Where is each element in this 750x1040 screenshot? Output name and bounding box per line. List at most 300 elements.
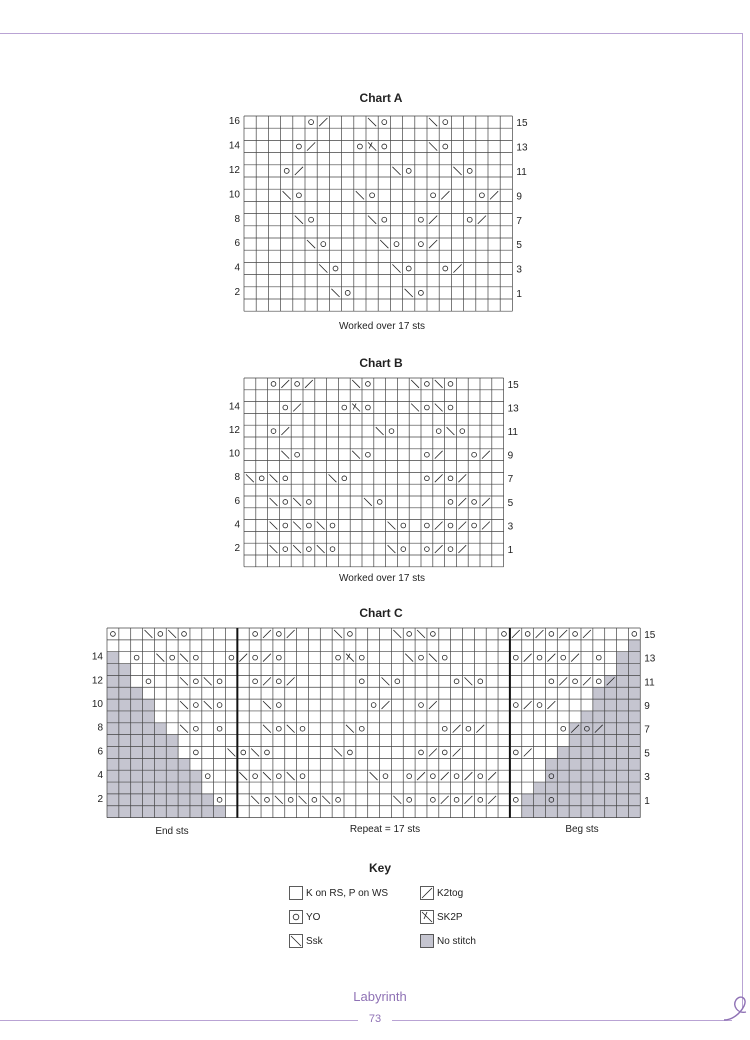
no-stitch-cell — [557, 794, 569, 806]
no-stitch-cell — [143, 806, 155, 818]
yo-symbol — [431, 774, 436, 779]
no-stitch-cell — [593, 806, 605, 818]
yo-symbol — [253, 632, 258, 637]
ssk-symbol — [334, 630, 342, 638]
k2tog-symbol — [465, 772, 473, 780]
no-stitch-cell — [593, 711, 605, 723]
no-stitch-cell — [107, 664, 119, 676]
no-stitch-cell — [119, 758, 131, 770]
no-stitch-cell — [143, 770, 155, 782]
yo-symbol — [312, 797, 317, 802]
page-number: 73 — [368, 1013, 382, 1025]
ssk-symbol — [180, 725, 188, 733]
ssk-symbol — [275, 796, 283, 804]
no-stitch-cell — [628, 664, 640, 676]
no-stitch-cell — [628, 640, 640, 652]
yo-symbol — [300, 774, 305, 779]
no-stitch-cell — [581, 735, 593, 747]
key-item-empty — [289, 886, 388, 900]
no-stitch-cell — [617, 806, 629, 818]
row-number-left: 6 — [234, 495, 240, 507]
row-number-right: 7 — [507, 474, 514, 486]
no-stitch-cell — [143, 723, 155, 735]
ssk-symbol — [263, 725, 271, 733]
yo-symbol — [596, 655, 601, 660]
sk2p-icon — [420, 910, 434, 924]
no-stitch-cell — [119, 782, 131, 794]
no-stitch-cell — [628, 747, 640, 759]
row-number-right: 15 — [644, 629, 656, 641]
key-title: Key — [368, 861, 391, 875]
yo-symbol — [431, 632, 436, 637]
no-stitch-cell — [617, 747, 629, 759]
row-number-right: 13 — [507, 403, 519, 415]
no-stitch-cell — [143, 794, 155, 806]
no-stitch-cell — [581, 794, 593, 806]
no-stitch-cell — [154, 747, 166, 759]
no-stitch-cell — [628, 687, 640, 699]
no-stitch-cell — [522, 806, 534, 818]
chart-a-title: Chart A — [359, 91, 403, 105]
ssk-symbol — [405, 654, 413, 662]
ssk-symbol — [322, 796, 330, 804]
chart-c-end-label: End sts — [155, 826, 189, 837]
ssk-symbol — [393, 796, 401, 804]
no-stitch-cell — [617, 735, 629, 747]
no-stitch-cell — [605, 699, 617, 711]
no-stitch-cell — [581, 770, 593, 782]
row-number-left: 6 — [234, 238, 240, 250]
yo-symbol — [194, 750, 199, 755]
yo-symbol — [276, 774, 281, 779]
no-stitch-cell — [593, 758, 605, 770]
yo-symbol — [632, 632, 637, 637]
k2tog-symbol — [571, 654, 579, 662]
row-number-right: 3 — [507, 521, 514, 533]
no-stitch-cell — [119, 664, 131, 676]
yo-symbol — [217, 797, 222, 802]
no-stitch-cell — [605, 687, 617, 699]
no-stitch-cell — [617, 675, 629, 687]
no-stitch-cell — [178, 794, 190, 806]
no-stitch-cell — [154, 758, 166, 770]
no-stitch-cell — [605, 794, 617, 806]
no-stitch-cell — [154, 735, 166, 747]
no-stitch-cell — [581, 723, 593, 735]
yo-symbol — [348, 750, 353, 755]
yo-symbol — [478, 679, 483, 684]
no-stitch-cell — [107, 723, 119, 735]
chart-c-beg-label: Beg sts — [565, 824, 599, 835]
no-stitch-cell — [605, 758, 617, 770]
yo-symbol — [276, 632, 281, 637]
yo-symbol — [229, 655, 234, 660]
row-number-left: 10 — [228, 448, 240, 460]
no-stitch-cell — [593, 782, 605, 794]
yo-symbol — [537, 655, 542, 660]
ssk-symbol — [251, 749, 259, 757]
no-stitch-cell — [166, 806, 178, 818]
k2tog-symbol — [287, 677, 295, 685]
ssk-symbol — [263, 701, 271, 709]
yo-symbol — [371, 703, 376, 708]
no-stitch-cell — [131, 747, 143, 759]
yo-icon — [289, 910, 303, 924]
yo-symbol — [537, 703, 542, 708]
yo-symbol — [549, 679, 554, 684]
no-stitch-cell — [545, 758, 557, 770]
yo-symbol — [217, 679, 222, 684]
no-stitch-cell — [605, 711, 617, 723]
ssk-symbol — [180, 701, 188, 709]
no-stitch-cell — [166, 770, 178, 782]
no-stitch-cell — [593, 770, 605, 782]
row-number-left: 4 — [234, 262, 240, 274]
no-stitch-cell — [628, 782, 640, 794]
no-stitch-cell — [605, 782, 617, 794]
yo-symbol — [253, 774, 258, 779]
k2tog-symbol — [536, 630, 544, 638]
ssk-symbol — [204, 701, 212, 709]
nostitch-icon — [420, 934, 434, 948]
no-stitch-cell — [107, 675, 119, 687]
ssk-symbol — [251, 796, 259, 804]
no-stitch-cell — [628, 652, 640, 664]
row-number-right: 9 — [516, 191, 522, 203]
ssk-symbol — [156, 654, 164, 662]
no-stitch-cell — [617, 699, 629, 711]
yo-symbol — [596, 679, 601, 684]
footer-title: Labyrinth — [353, 989, 407, 1004]
no-stitch-cell — [131, 794, 143, 806]
no-stitch-cell — [557, 770, 569, 782]
k2tog-symbol — [239, 654, 247, 662]
ssk-symbol — [180, 677, 188, 685]
row-number-left: 8 — [97, 722, 103, 734]
no-stitch-cell — [569, 806, 581, 818]
key-item-label: Ssk — [306, 935, 323, 947]
no-stitch-cell — [628, 806, 640, 818]
no-stitch-cell — [545, 782, 557, 794]
k2tog-symbol — [524, 654, 532, 662]
yo-symbol — [336, 797, 341, 802]
no-stitch-cell — [190, 806, 202, 818]
yo-symbol — [407, 797, 412, 802]
no-stitch-cell — [581, 782, 593, 794]
no-stitch-cell — [143, 711, 155, 723]
ssk-symbol — [168, 630, 176, 638]
row-number-right: 5 — [507, 497, 514, 509]
no-stitch-cell — [557, 758, 569, 770]
yo-symbol — [419, 750, 424, 755]
yo-symbol — [419, 703, 424, 708]
yo-symbol — [442, 726, 447, 731]
yo-symbol — [525, 632, 530, 637]
yo-symbol — [454, 774, 459, 779]
no-stitch-cell — [166, 794, 178, 806]
row-number-left: 6 — [97, 746, 103, 758]
no-stitch-cell — [131, 699, 143, 711]
no-stitch-cell — [131, 687, 143, 699]
k2tog-symbol — [524, 749, 532, 757]
row-number-left: 12 — [91, 675, 103, 687]
no-stitch-cell — [628, 770, 640, 782]
no-stitch-cell — [131, 806, 143, 818]
no-stitch-cell — [617, 794, 629, 806]
yo-symbol — [502, 632, 507, 637]
ssk-symbol — [465, 677, 473, 685]
k2tog-symbol — [583, 677, 591, 685]
key-item-label: SK2P — [437, 911, 463, 923]
yo-symbol — [134, 655, 139, 660]
k2tog-symbol — [441, 772, 449, 780]
no-stitch-cell — [107, 711, 119, 723]
yo-symbol — [359, 679, 364, 684]
no-stitch-cell — [569, 758, 581, 770]
row-number-right: 11 — [516, 167, 527, 178]
ssk-symbol — [370, 772, 378, 780]
no-stitch-cell — [617, 723, 629, 735]
k2tog-symbol — [263, 630, 271, 638]
ssk-symbol — [429, 654, 437, 662]
yo-symbol — [276, 655, 281, 660]
row-number-left: 10 — [228, 189, 240, 201]
k2tog-symbol — [488, 772, 496, 780]
row-number-left: 8 — [234, 472, 240, 484]
no-stitch-cell — [107, 735, 119, 747]
no-stitch-cell — [178, 806, 190, 818]
yo-symbol — [419, 655, 424, 660]
row-number-left: 2 — [234, 543, 240, 554]
k2tog-symbol — [417, 772, 425, 780]
key-item-label: No stitch — [437, 935, 476, 947]
k2tog-symbol — [382, 701, 390, 709]
no-stitch-cell — [569, 770, 581, 782]
no-stitch-cell — [581, 711, 593, 723]
yo-symbol — [276, 679, 281, 684]
row-number-right: 1 — [516, 289, 522, 300]
chart-c-repeat-label: Repeat = 17 sts — [349, 824, 421, 835]
no-stitch-cell — [119, 675, 131, 687]
no-stitch-cell — [154, 782, 166, 794]
yo-symbol — [276, 726, 281, 731]
yo-symbol — [513, 750, 518, 755]
no-stitch-cell — [534, 782, 546, 794]
yo-symbol — [146, 679, 151, 684]
no-stitch-cell — [107, 699, 119, 711]
yo-symbol — [395, 679, 400, 684]
no-stitch-cell — [617, 664, 629, 676]
no-stitch-cell — [119, 794, 131, 806]
no-stitch-cell — [154, 806, 166, 818]
no-stitch-cell — [190, 794, 202, 806]
row-number-right: 5 — [644, 748, 650, 760]
k2tog-symbol — [583, 630, 591, 638]
no-stitch-cell — [593, 735, 605, 747]
no-stitch-cell — [166, 747, 178, 759]
k2tog-symbol — [263, 677, 271, 685]
k2tog-symbol — [512, 630, 520, 638]
yo-symbol — [407, 632, 412, 637]
no-stitch-cell — [119, 747, 131, 759]
k2tog-symbol — [476, 725, 484, 733]
chart-b-caption: Worked over 17 sts — [339, 573, 425, 584]
no-stitch-cell — [131, 782, 143, 794]
row-number-left: 4 — [97, 770, 103, 782]
k2tog-icon — [420, 886, 434, 900]
row-number-right: 1 — [507, 545, 514, 556]
empty-icon — [289, 886, 303, 900]
no-stitch-cell — [143, 747, 155, 759]
bottom-rule-right — [392, 1020, 732, 1021]
k2tog-symbol — [441, 796, 449, 804]
ssk-symbol — [180, 654, 188, 662]
key-item-label: YO — [306, 911, 321, 923]
yo-symbol — [194, 726, 199, 731]
no-stitch-cell — [628, 758, 640, 770]
no-stitch-cell — [119, 806, 131, 818]
ssk-symbol — [346, 725, 354, 733]
row-number-right: 3 — [644, 772, 650, 784]
row-number-left: 10 — [91, 698, 103, 710]
k2tog-symbol — [429, 749, 437, 757]
yo-symbol — [513, 797, 518, 802]
sk2p-symbol — [346, 654, 354, 662]
no-stitch-cell — [178, 770, 190, 782]
chart-c-title: Chart C — [359, 606, 403, 620]
no-stitch-cell — [569, 794, 581, 806]
ssk-symbol — [204, 677, 212, 685]
no-stitch-cell — [131, 735, 143, 747]
no-stitch-cell — [131, 770, 143, 782]
yo-symbol — [265, 797, 270, 802]
row-number-right: 5 — [516, 240, 522, 252]
ssk-symbol — [287, 772, 295, 780]
yo-symbol — [217, 703, 222, 708]
no-stitch-cell — [131, 758, 143, 770]
no-stitch-cell — [545, 794, 557, 806]
k2tog-symbol — [465, 796, 473, 804]
no-stitch-cell — [593, 699, 605, 711]
ssk-symbol — [145, 630, 153, 638]
ssk-symbol — [263, 772, 271, 780]
key-item-label: K2tog — [437, 887, 464, 899]
no-stitch-cell — [166, 735, 178, 747]
no-stitch-cell — [107, 687, 119, 699]
yo-symbol — [513, 703, 518, 708]
key-item-label: K on RS, P on WS — [306, 887, 389, 899]
yo-symbol — [253, 655, 258, 660]
no-stitch-cell — [143, 782, 155, 794]
yo-symbol — [182, 632, 187, 637]
row-number-left: 4 — [234, 519, 240, 531]
no-stitch-cell — [131, 723, 143, 735]
no-stitch-cell — [605, 735, 617, 747]
no-stitch-cell — [557, 747, 569, 759]
row-number-right: 11 — [507, 427, 518, 438]
yo-symbol — [217, 726, 222, 731]
yo-symbol — [431, 797, 436, 802]
no-stitch-cell — [119, 770, 131, 782]
no-stitch-cell — [190, 770, 202, 782]
k2tog-symbol — [453, 725, 461, 733]
k2tog-symbol — [488, 796, 496, 804]
no-stitch-cell — [569, 735, 581, 747]
no-stitch-cell — [545, 770, 557, 782]
no-stitch-cell — [557, 806, 569, 818]
no-stitch-cell — [545, 806, 557, 818]
no-stitch-cell — [581, 747, 593, 759]
corner-swirl-icon — [722, 992, 750, 1026]
k2tog-symbol — [429, 701, 437, 709]
yo-symbol — [336, 655, 341, 660]
no-stitch-cell — [628, 675, 640, 687]
no-stitch-cell — [617, 687, 629, 699]
k2tog-symbol — [547, 701, 555, 709]
row-number-left: 16 — [228, 116, 240, 128]
key-item-k2tog — [420, 886, 463, 900]
ssk-symbol — [334, 749, 342, 757]
no-stitch-cell — [617, 711, 629, 723]
yo-symbol — [253, 679, 258, 684]
no-stitch-cell — [605, 770, 617, 782]
yo-symbol — [561, 726, 566, 731]
no-stitch-cell — [119, 687, 131, 699]
no-stitch-cell — [119, 735, 131, 747]
no-stitch-cell — [581, 806, 593, 818]
row-number-right: 3 — [516, 264, 522, 276]
no-stitch-cell — [107, 758, 119, 770]
no-stitch-cell — [107, 770, 119, 782]
yo-symbol — [348, 632, 353, 637]
no-stitch-cell — [154, 770, 166, 782]
key-item-sk2p — [420, 910, 463, 924]
no-stitch-cell — [166, 758, 178, 770]
no-stitch-cell — [593, 747, 605, 759]
row-number-right: 15 — [507, 379, 519, 391]
yo-symbol — [300, 726, 305, 731]
yo-symbol — [205, 774, 210, 779]
row-number-right: 15 — [516, 118, 528, 130]
no-stitch-cell — [605, 806, 617, 818]
no-stitch-cell — [154, 723, 166, 735]
chart-b-title: Chart B — [359, 356, 403, 370]
no-stitch-cell — [617, 758, 629, 770]
row-number-left: 14 — [228, 140, 240, 152]
yo-symbol — [573, 679, 578, 684]
yo-symbol — [573, 632, 578, 637]
no-stitch-cell — [107, 747, 119, 759]
yo-symbol — [359, 726, 364, 731]
k2tog-symbol — [559, 630, 567, 638]
yo-symbol — [194, 679, 199, 684]
yo-symbol — [265, 750, 270, 755]
no-stitch-cell — [617, 770, 629, 782]
no-stitch-cell — [143, 735, 155, 747]
yo-symbol — [549, 632, 554, 637]
no-stitch-cell — [107, 782, 119, 794]
row-number-right: 7 — [516, 215, 522, 227]
yo-symbol — [383, 774, 388, 779]
no-stitch-cell — [569, 747, 581, 759]
no-stitch-cell — [119, 711, 131, 723]
ssk-symbol — [382, 677, 390, 685]
no-stitch-cell — [214, 806, 226, 818]
yo-symbol — [454, 679, 459, 684]
no-stitch-cell — [605, 747, 617, 759]
yo-symbol — [111, 632, 116, 637]
no-stitch-cell — [569, 782, 581, 794]
